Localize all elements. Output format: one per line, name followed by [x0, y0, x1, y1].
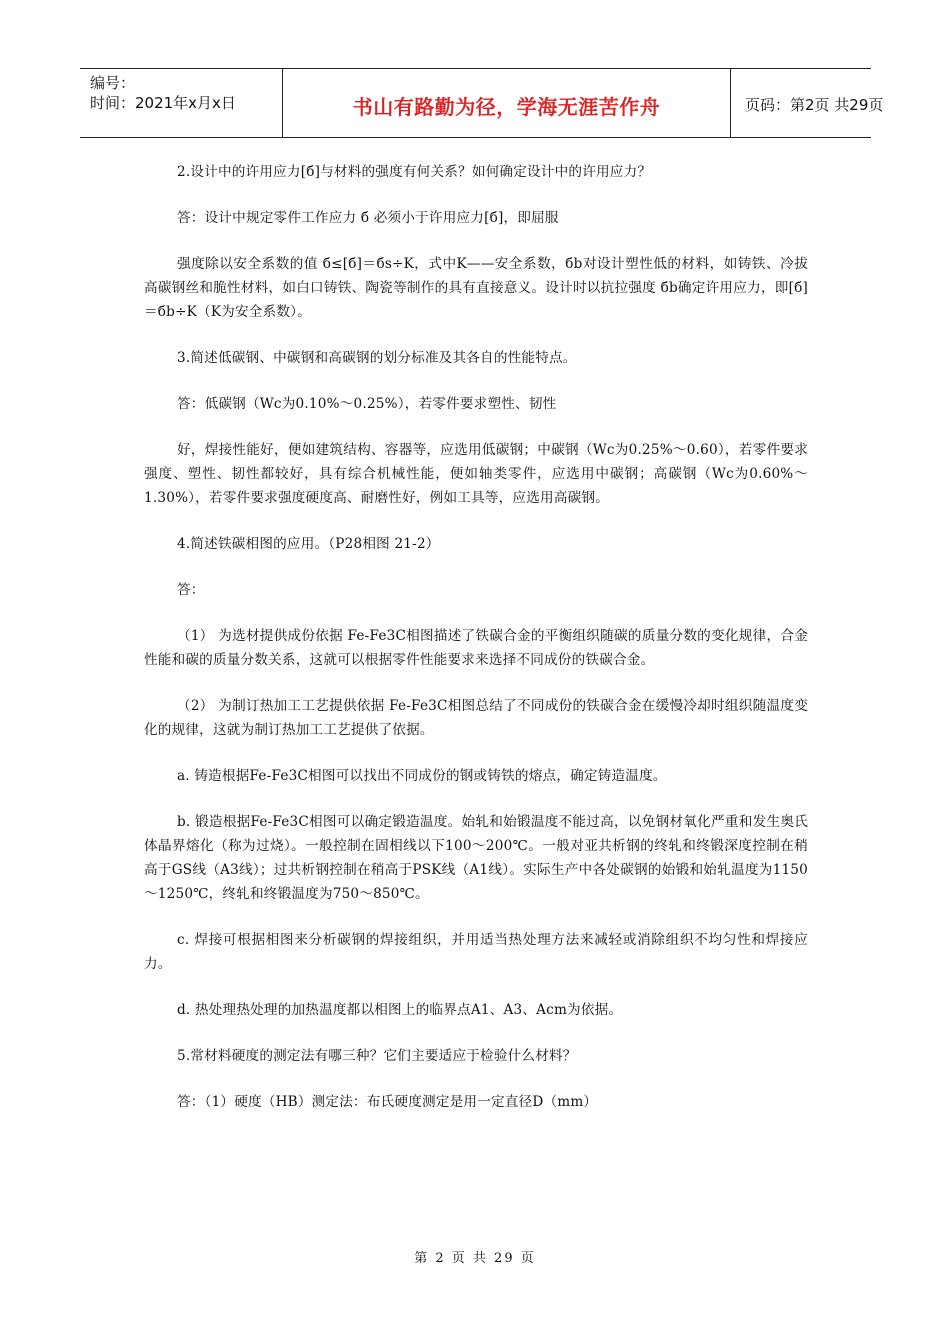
paragraph: （1） 为选材提供成份依据 Fe-Fe3C相图描述了铁碳合金的平衡组织随碳的质量分数的变化规律，合金性能和碳的质量分数关系，这就可以根据零件性能要求来选择不同成份的铁碳合金。: [144, 628, 808, 668]
header-page-info: 页码：第2页 共29页: [745, 96, 884, 114]
header-page-cell: [731, 69, 884, 137]
paragraph: 答：设计中规定零件工作应力 б 必须小于许用应力[б]，即屈服: [177, 210, 559, 226]
paragraph: 4.简述铁碳相图的应用。（P28相图 21-2）: [177, 536, 440, 552]
document-header: [80, 68, 884, 138]
paragraph: 答：（1）硬度（HB）测定法：布氏硬度测定是用一定直径D（mm）: [177, 1094, 598, 1110]
paragraph: 答：低碳钢（Wc为0.10%～0.25%），若零件要求塑性、韧性: [177, 396, 557, 412]
paragraph: （2） 为制订热加工工艺提供依据 Fe-Fe3C相图总结了不同成份的铁碳合金在缓慢冷却时组织随温度变化的规律，这就为制订热加工工艺提供了依据。: [144, 698, 808, 738]
document-number-label: 编号：: [90, 74, 136, 92]
paragraph: 答：: [177, 582, 205, 598]
paragraph: 3.简述低碳钢、中碳钢和高碳钢的划分标准及其各自的性能特点。: [177, 350, 577, 366]
paragraph: 5.常材料硬度的测定法有哪三种？它们主要适应于检验什么材料？: [177, 1048, 577, 1064]
header-motto-cell: [282, 69, 731, 137]
document-body: [144, 150, 808, 1114]
paragraph: d. 热处理热处理的加热温度都以相图上的临界点A1、A3、Acm为依据。: [177, 1002, 623, 1018]
header-meta-cell: [80, 69, 282, 137]
paragraph: 强度除以安全系数的值 б≤[б]＝бs÷K，式中K——安全系数，бb对设计塑性低的材料，如铸铁、冷拔高碳钢丝和脆性材料，如白口铸铁、陶瓷等制作的具有直接意义。设计时以抗拉强度 бb确定许用应力，即[б]＝бb÷K（K为安全系数）。: [144, 256, 808, 320]
paragraph: c. 焊接可根据相图来分析碳钢的焊接组织，并用适当热处理方法来减轻或消除组织不均匀性和焊接应力。: [144, 932, 808, 972]
paragraph: a. 铸造根据Fe-Fe3C相图可以找出不同成份的钢或铸铁的熔点，确定铸造温度。: [177, 768, 667, 784]
document-time-label: 时间：2021年x月x日: [90, 94, 236, 112]
page-footer: 第 2 页 共 29 页: [414, 1251, 536, 1266]
paragraph: 好，焊接性能好，便如建筑结构、容器等，应选用低碳钢；中碳钢（Wc为0.25%～0.60），若零件要求强度、塑性、韧性都较好，具有综合机械性能，便如轴类零件，应选用中碳钢；高碳钢（Wc为0.60%～1.30%），若零件要求强度硬度高、耐磨性好，例如工具等，应选用高碳钢。: [144, 442, 808, 506]
motto-text: 书山有路勤为径，学海无涯苦作舟: [352, 95, 661, 119]
paragraph: b. 锻造根据Fe-Fe3C相图可以确定锻造温度。始轧和始锻温度不能过高，以免钢材氧化严重和发生奥氏体晶界熔化（称为过烧）。一般控制在固相线以下100～200℃。一般对亚共析钢的终轧和终锻深度控制在稍高于GS线（A3线）；过共析钢控制在稍高于PSK线（A1线）。实际生产中各处碳钢的始锻和始轧温度为1150～1250℃，终轧和终锻温度为750～850℃。: [144, 814, 808, 902]
paragraph: 2.设计中的许用应力[б]与材料的强度有何关系？如何确定设计中的许用应力？: [177, 164, 652, 180]
